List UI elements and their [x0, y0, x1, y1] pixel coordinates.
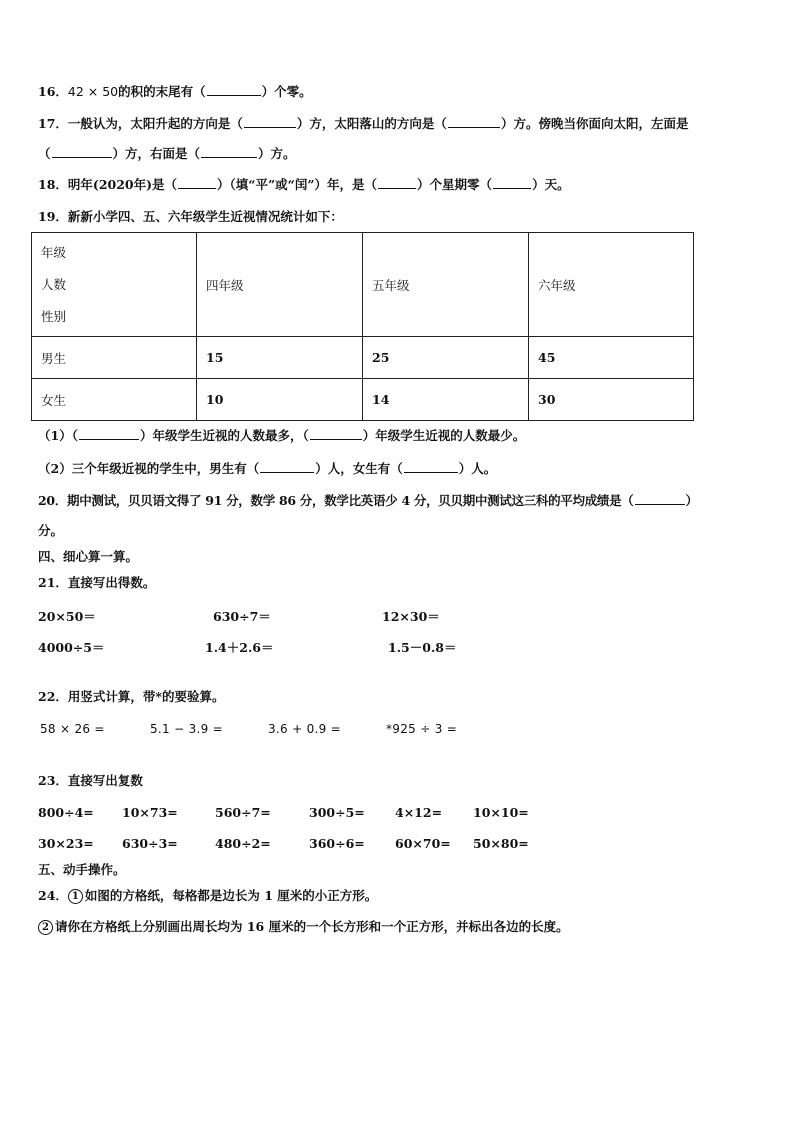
table-cell: 14 [363, 379, 529, 421]
calc-item: 560÷7= [215, 805, 271, 820]
calc-item: 50×80= [473, 836, 529, 851]
column-header: 六年级 [529, 233, 694, 337]
table-cell: 30 [529, 379, 694, 421]
section-5-heading: 五、动手操作。 [38, 862, 126, 877]
question-19-sub-2: （2）三个年级近视的学生中，男生有（ ）人，女生有（ ）人。 [38, 461, 497, 476]
section-4-heading: 四、细心算一算。 [38, 549, 139, 564]
table-cell: 45 [529, 337, 694, 379]
answer-blank[interactable] [310, 428, 362, 440]
answer-blank[interactable] [52, 146, 112, 158]
calc-item: 480÷2= [215, 836, 271, 851]
calc-item: 10×10= [473, 805, 529, 820]
answer-blank[interactable] [493, 177, 531, 189]
calc-item: 800÷4= [38, 805, 94, 820]
answer-blank[interactable] [79, 428, 139, 440]
calc-item: 1.4＋2.6＝ [205, 640, 274, 655]
calc-item: 60×70= [395, 836, 451, 851]
question-19: 19．新新小学四、五、六年级学生近视情况统计如下： [38, 209, 343, 224]
calc-item: 4000÷5＝ [38, 640, 105, 655]
question-18: 18．明年(2020年)是（ ）（填“平”或“闰”）年，是（ ）个星期零（ ）天。 [38, 177, 570, 192]
calc-item: 3.6 + 0.9 = [268, 722, 342, 736]
question-16: 16．42 × 50的积的末尾有（ ）个零。 [38, 84, 312, 99]
calc-item: *925 ÷ 3 = [386, 722, 458, 736]
vision-stats-table [31, 232, 694, 421]
calc-item: 630÷3= [122, 836, 178, 851]
circled-number-1: 1 [68, 889, 83, 904]
answer-blank[interactable] [244, 116, 296, 128]
calc-item: 30×23= [38, 836, 94, 851]
question-21: 21．直接写出得数。 [38, 575, 156, 590]
row-label: 男生 [32, 337, 197, 379]
calc-item: 1.5－0.8＝ [388, 640, 457, 655]
question-24-line-2: 2 请你在方格纸上分别画出周长均为 16 厘米的一个长方形和一个正方形，并标出各边的长度。 [38, 919, 569, 935]
calc-item: 5.1 − 3.9 = [150, 722, 224, 736]
answer-blank[interactable] [404, 461, 458, 473]
question-24-line-1: 24． 1 如图的方格纸，每格都是边长为 1 厘米的小正方形。 [38, 888, 378, 903]
question-17-line-2: （ ）方，右面是（ ）方。 [38, 146, 296, 161]
table-cell: 15 [197, 337, 363, 379]
calc-item: 630÷7＝ [213, 609, 271, 624]
table-cell: 10 [197, 379, 363, 421]
calc-item: 4×12= [395, 805, 443, 820]
question-20-unit: 分。 [38, 523, 64, 538]
answer-blank[interactable] [207, 84, 261, 96]
calc-item: 20×50＝ [38, 609, 96, 624]
question-20: 20．期中测试，贝贝语文得了 91 分，数学 86 分，数学比英语少 4 分，贝贝期中测试这三科的平均成绩是（ ） [38, 493, 698, 508]
row-label: 女生 [32, 379, 197, 421]
answer-blank[interactable] [635, 493, 685, 505]
answer-blank[interactable] [178, 177, 216, 189]
calc-item: 300÷5= [309, 805, 365, 820]
circled-number-2: 2 [38, 920, 53, 935]
calc-item: 10×73= [122, 805, 178, 820]
calc-item: 360÷6= [309, 836, 365, 851]
answer-blank[interactable] [260, 461, 314, 473]
column-header: 五年级 [363, 233, 529, 337]
table-header-row [32, 233, 694, 337]
table-row [32, 379, 694, 421]
column-header: 四年级 [197, 233, 363, 337]
q16-expression: 42 × 50 [67, 84, 119, 99]
answer-blank[interactable] [378, 177, 416, 189]
answer-blank[interactable] [201, 146, 257, 158]
calc-item: 12×30＝ [382, 609, 440, 624]
question-23: 23．直接写出复数 [38, 773, 143, 788]
calc-item: 58 × 26 = [40, 722, 105, 736]
diagonal-header-cell: 年级 人数 性别 [32, 233, 197, 337]
question-22: 22．用竖式计算，带*的要验算。 [38, 689, 225, 704]
answer-blank[interactable] [448, 116, 500, 128]
table-row [32, 337, 694, 379]
question-17-line-1: 17．一般认为，太阳升起的方向是（ ）方，太阳落山的方向是（ ）方。傍晚当你面向太阳，左面是 [38, 116, 689, 131]
table-cell: 25 [363, 337, 529, 379]
question-19-sub-1: （1）（ ）年级学生近视的人数最多，（ ）年级学生近视的人数最少。 [38, 428, 526, 443]
